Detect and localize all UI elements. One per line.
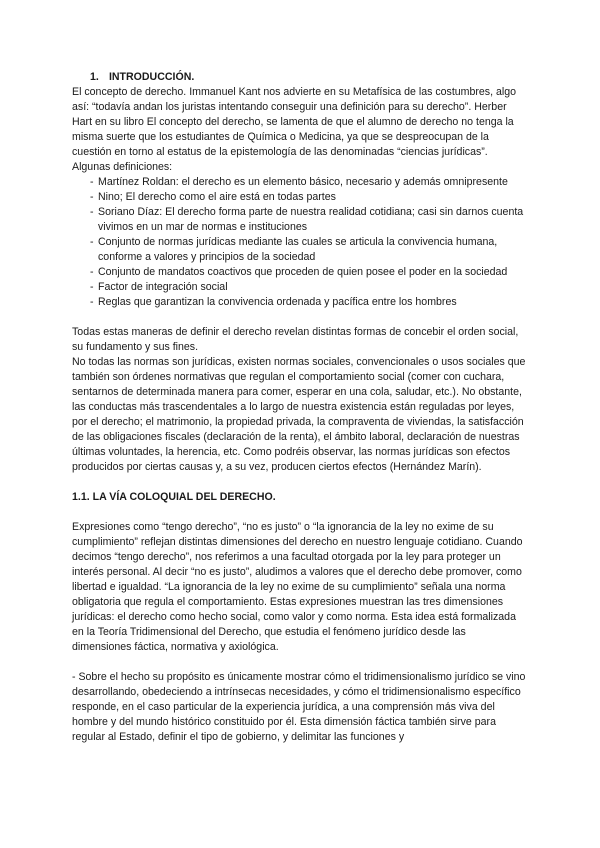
intro-paragraph: El concepto de derecho. Immanuel Kant nos advierte en su Metafísica de las costumbres, algo así: “todavía andan los juristas intentando conseguir una definición para su derecho”. Herber Hart en su libro El concepto del derecho, se lamenta de que el alumno de derecho no tenga la misma suerte que los estudiantes de Química o Medicina, ya que se despreocupan de la cuestión en torno al estatus de la epistemología de las denominadas “ciencias jurídicas”. Algunas definiciones: (72, 86, 517, 173)
bullet-dash: - (90, 266, 94, 278)
spacer (72, 310, 528, 325)
definition-item (72, 280, 528, 295)
definition-text: Conjunto de normas jurídicas mediante las cuales se articula la convivencia humana, conforme a valores y principios de la sociedad (98, 236, 498, 263)
definition-item (72, 265, 528, 280)
spacer (72, 475, 528, 490)
heading-title: INTRODUCCIÓN. (108, 71, 195, 83)
definition-item (72, 190, 528, 205)
section-heading-introduccion (90, 70, 528, 85)
definition-item (72, 235, 528, 265)
heading-number: 1. (90, 71, 99, 83)
bullet-dash: - (90, 296, 94, 308)
definition-text: Martínez Roldan: el derecho es un elemento básico, necesario y además omnipresente (98, 176, 508, 188)
definition-item (72, 205, 528, 235)
bullet-dash: - (90, 236, 94, 248)
bullet-dash: - (90, 206, 94, 218)
paragraph-norms: No todas las normas son jurídicas, existen normas sociales, convencionales o usos sociales que también son órdenes normativas que regulan el comportamiento social (comer con cuchara, sentarnos de determinada manera para comer, esperar en una cola, saludar, etc.). No obstante, las conductas más trascendentales a lo largo de nuestra existencia están reguladas por leyes, por el derecho; el matrimonio, la propiedad privada, la compraventa de viviendas, la satisfacción de las obligaciones fiscales (declaración de la renta), el ámbito laboral, declaración de nuestras últimas voluntades, la herencia, etc. Como podréis observar, las normas jurídicas son efectos producidos por ciertas causas y, a su vez, producen ciertos efectos (Hernández Marín). (72, 356, 526, 473)
paragraph-expressions: Expresiones como “tengo derecho”, “no es justo” o “la ignorancia de la ley no exime de su cumplimiento” reflejan distintas dimensiones del derecho en nuestro lenguaje cotidiano. Cuando decimos “tengo derecho”, nos referimos a una facultad otorgada por la ley para proteger un interés personal. Al decir “no es justo”, aludimos a valores que el derecho debe promover, como libertad e igualdad. “La ignorancia de la ley no exime de su cumplimiento” señala una norma obligatoria que regula el comportamiento. Estas expresiones muestran las tres dimensiones jurídicas: el derecho como hecho social, como valor y como norma. Esta idea está formalizada en la Teoría Tridimensional del Derecho, que estudia el fenómeno jurídico desde las dimensiones fáctica, normativa y axiológica. (72, 521, 523, 653)
section-heading-via-coloquial: 1.1. LA VÍA COLOQUIAL DEL DERECHO. (72, 491, 276, 503)
paragraph-all-ways: Todas estas maneras de definir el derecho revelan distintas formas de concebir el orden social, su fundamento y sus fines. (72, 326, 519, 353)
bullet-dash: - (90, 191, 94, 203)
definition-item (72, 175, 528, 190)
spacer (72, 655, 528, 670)
bullet-dash: - (90, 176, 94, 188)
spacer (72, 505, 528, 520)
paragraph-fact-dimension: - Sobre el hecho su propósito es únicamente mostrar cómo el tridimensionalismo jurídico se vino desarrollando, obedeciendo a intrínsecas necesidades, y cómo el tridimensionalismo específico responde, en el caso particular de la experiencia jurídica, a una comprensión más viva del hombre y del mundo histórico constituido por él. Esta dimensión fáctica también sirve para regular al Estado, definir el tipo de gobierno, y delimitar las funciones y (72, 671, 526, 743)
definition-text: Conjunto de mandatos coactivos que proceden de quien posee el poder en la sociedad (98, 266, 508, 278)
definition-item (72, 295, 528, 310)
definitions-list (72, 175, 528, 310)
definition-text: Nino; El derecho como el aire está en todas partes (98, 191, 336, 203)
definition-text: Soriano Díaz: El derecho forma parte de nuestra realidad cotidiana; casi sin darnos cuenta vivimos en un mar de normas e instituciones (98, 206, 524, 233)
bullet-dash: - (90, 281, 94, 293)
definition-text: Factor de integración social (98, 281, 228, 293)
definition-text: Reglas que garantizan la convivencia ordenada y pacífica entre los hombres (98, 296, 457, 308)
